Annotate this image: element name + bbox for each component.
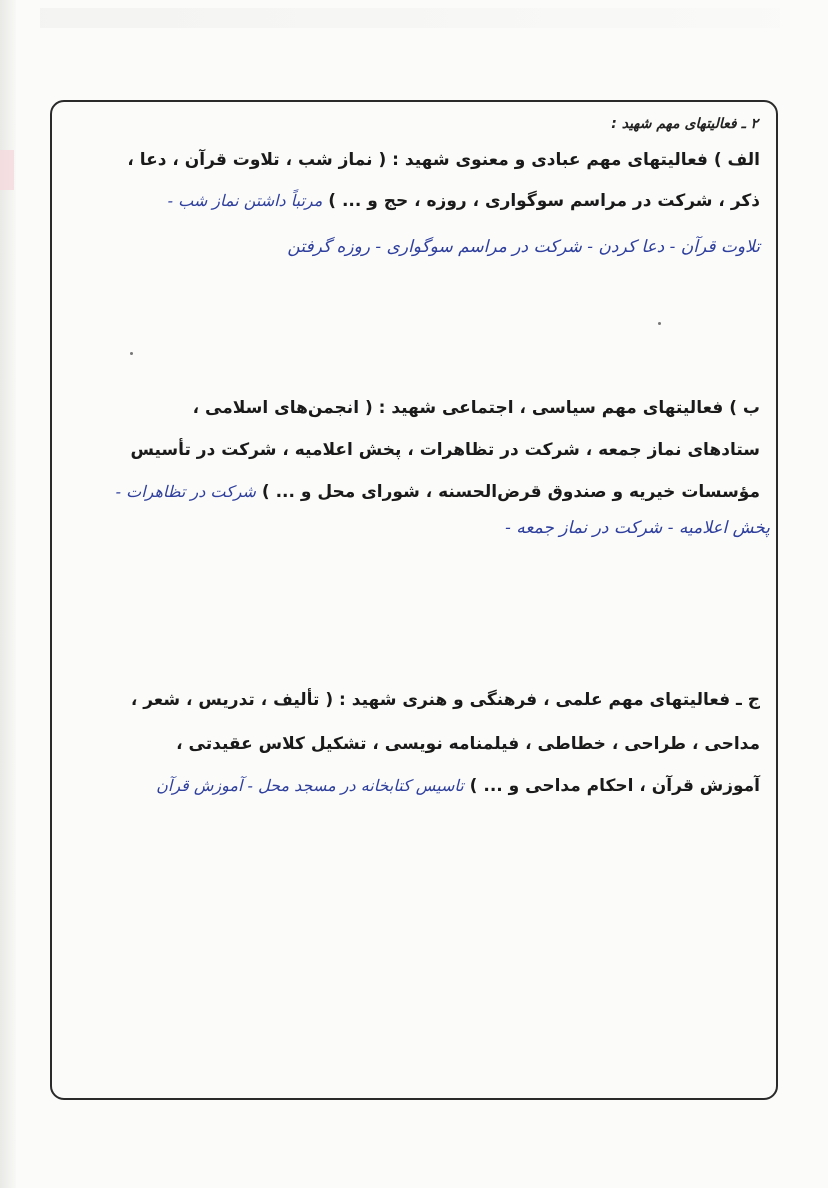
scan-speck [130, 352, 133, 355]
handwritten-answer-alef-inline: مرتباً داشتن نماز شب - [167, 191, 323, 210]
section-be-line-3 [70, 482, 760, 502]
handwritten-answer-be-line: پخش اعلامیه - شرکت در نماز جمعه - [505, 518, 770, 538]
section-alef-line-2 [70, 191, 760, 211]
section-jim-line-1: ج ـ فعالیتهای مهم علمی ، فرهنگی و هنری شهید : ( تألیف ، تدریس ، شعر ، [130, 690, 760, 710]
section-alef [70, 150, 760, 257]
section-be-line-3-text: مؤسسات خیریه و صندوق قرض‌الحسنه ، شورای محل و ... ) [261, 482, 760, 502]
section-jim-line-2: مداحی ، طراحی ، خطاطی ، فیلمنامه نویسی ، تشکیل کلاس عقیدتی ، [176, 734, 760, 754]
section-be [70, 398, 770, 538]
section-jim [70, 690, 760, 796]
handwritten-answer-alef-line: تلاوت قرآن - دعا کردن - شرکت در مراسم سوگواری - روزه گرفتن [287, 237, 760, 257]
section-be-line-2: ستادهای نماز جمعه ، شرکت در تظاهرات ، پخش اعلامیه ، شرکت در تأسیس [130, 440, 760, 460]
page-stain [0, 150, 14, 190]
section-alef-line-1: الف ) فعالیتهای مهم عبادی و معنوی شهید : ( نماز شب ، تلاوت قرآن ، دعا ، [127, 150, 760, 170]
section-alef-line-2-text: ذکر ، شرکت در مراسم سوگواری ، روزه ، حج و ... ) [328, 191, 760, 211]
section-jim-line-3 [70, 776, 760, 796]
handwritten-answer-jim-inline: تاسیس کتابخانه در مسجد محل - آموزش قرآن [156, 776, 464, 795]
scan-smudge [40, 8, 780, 28]
section-be-line-1: ب ) فعالیتهای مهم سیاسی ، اجتماعی شهید : ( انجمن‌های اسلامی ، [192, 398, 760, 418]
section-jim-line-3-text: آموزش قرآن ، احکام مداحی و ... ) [469, 776, 760, 796]
section-heading: ۲ ـ فعالیتهای مهم شهید : [611, 116, 758, 132]
handwritten-answer-be-inline: شرکت در تظاهرات - [115, 482, 256, 501]
scan-speck [658, 322, 661, 325]
